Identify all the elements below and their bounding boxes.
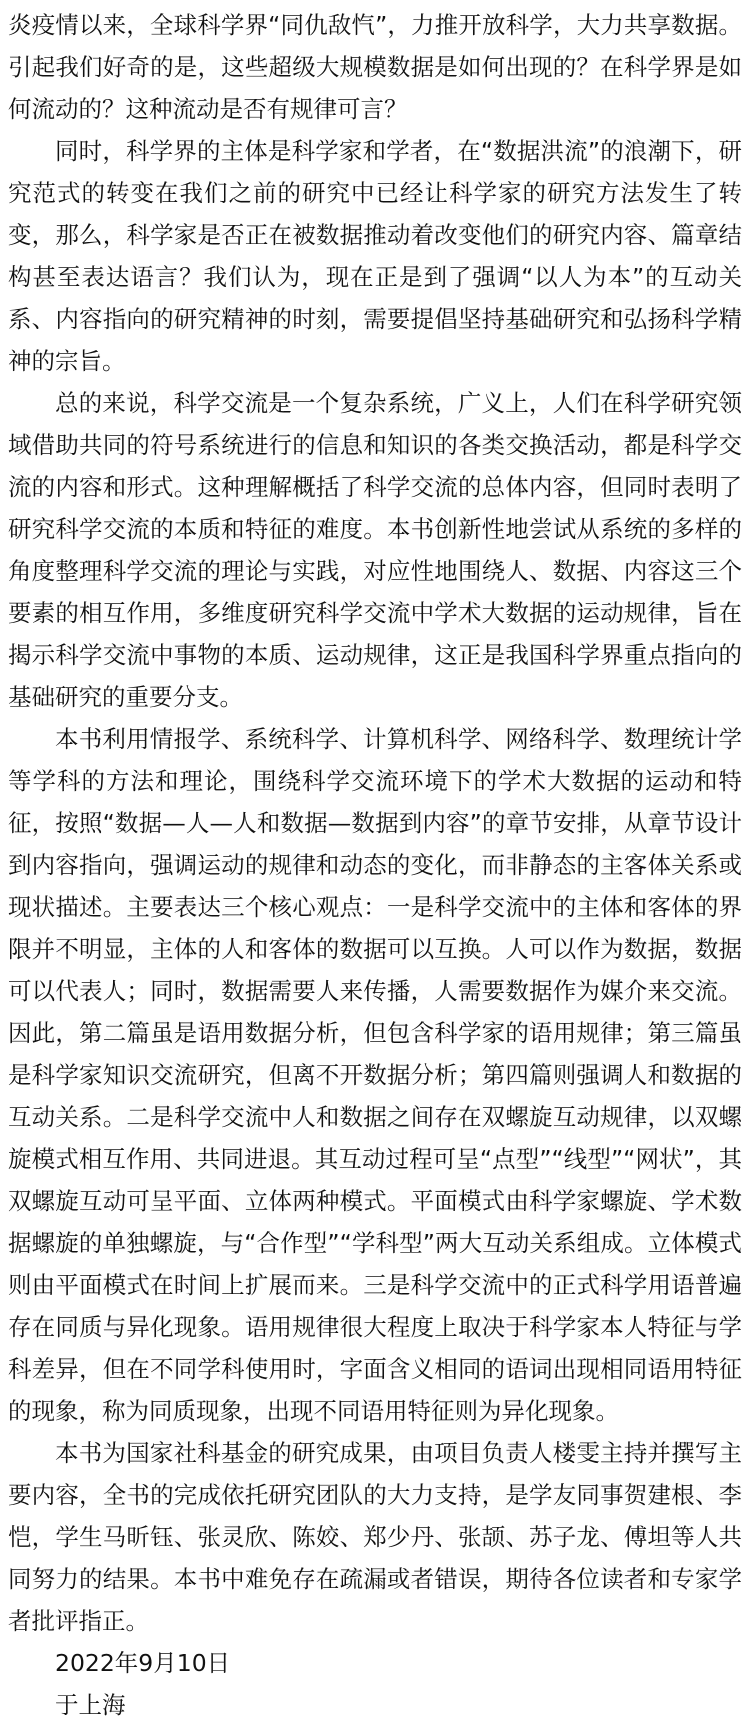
paragraph-continued: 炎疫情以来，全球科学界“同仇敌忾”，力推开放科学，大力共享数据。引起我们好奇的是，这些超级大规模数据是如何出现的？在科学界是如何流动的？这种流动是否有规律可言？ bbox=[8, 11, 742, 123]
paragraph: 本书为国家社科基金的研究成果，由项目负责人楼雯主持并撰写主要内容，全书的完成依托研究团队的大力支持，是学友同事贺建根、李恺，学生马昕钰、张灵欣、陈姣、郑少丹、张颉、苏子龙、傅坦等人共同努力的结果。本书中难免存在疏漏或者错误，期待各位读者和专家学者批评指正。 bbox=[8, 1439, 742, 1635]
paragraph: 总的来说，科学交流是一个复杂系统，广义上，人们在科学研究领域借助共同的符号系统进行的信息和知识的各类交换活动，都是科学交流的内容和形式。这种理解概括了科学交流的总体内容，但同时表明了研究科学交流的本质和特征的难度。本书创新性地尝试从系统的多样的角度整理科学交流的理论与实践，对应性地围绕人、数据、内容这三个要素的相互作用，多维度研究科学交流中学术大数据的运动规律，旨在揭示科学交流中事物的本质、运动规律，这正是我国科学界重点指向的基础研究的重要分支。 bbox=[8, 389, 742, 711]
signature-date: 2022年9月10日 bbox=[55, 1649, 231, 1677]
paragraph: 本书利用情报学、系统科学、计算机科学、网络科学、数理统计学等学科的方法和理论，围绕科学交流环境下的学术大数据的运动和特征，按照“数据—人—人和数据—数据到内容”的章节安排，从章节设计到内容指向，强调运动的规律和动态的变化，而非静态的主客体关系或现状描述。主要表达三个核心观点：一是科学交流中的主体和客体的界限并不明显，主体的人和客体的数据可以互换。人可以作为数据，数据可以代表人；同时，数据需要人来传播，人需要数据作为媒介来交流。因此，第二篇虽是语用数据分析，但包含科学家的语用规律；第三篇虽是科学家知识交流研究，但离不开数据分析；第四篇则强调人和数据的互动关系。二是科学交流中人和数据之间存在双螺旋互动规律，以双螺旋模式相互作用、共同进退。其互动过程可呈“点型”“线型”“网状”，其双螺旋互动可呈平面、立体两种模式。平面模式由科学家螺旋、学术数据螺旋的单独螺旋，与“合作型”“学科型”两大互动关系组成。立体模式则由平面模式在时间上扩展而来。三是科学交流中的正式科学用语普遍存在同质与异化现象。语用规律很大程度上取决于科学家本人特征与学科差异，但在不同学科使用时，字面含义相同的语词出现相同语用特征的现象，称为同质现象，出现不同语用特征则为异化现象。 bbox=[8, 725, 742, 1425]
paragraph: 同时，科学界的主体是科学家和学者，在“数据洪流”的浪潮下，研究范式的转变在我们之前的研究中已经让科学家的研究方法发生了转变，那么，科学家是否正在被数据推动着改变他们的研究内容、篇章结构甚至表达语言？我们认为，现在正是到了强调“以人为本”的互动关系、内容指向的研究精神的时刻，需要提倡坚持基础研究和弘扬科学精神的宗旨。 bbox=[8, 137, 742, 375]
signature-place: 于上海 bbox=[55, 1691, 126, 1719]
